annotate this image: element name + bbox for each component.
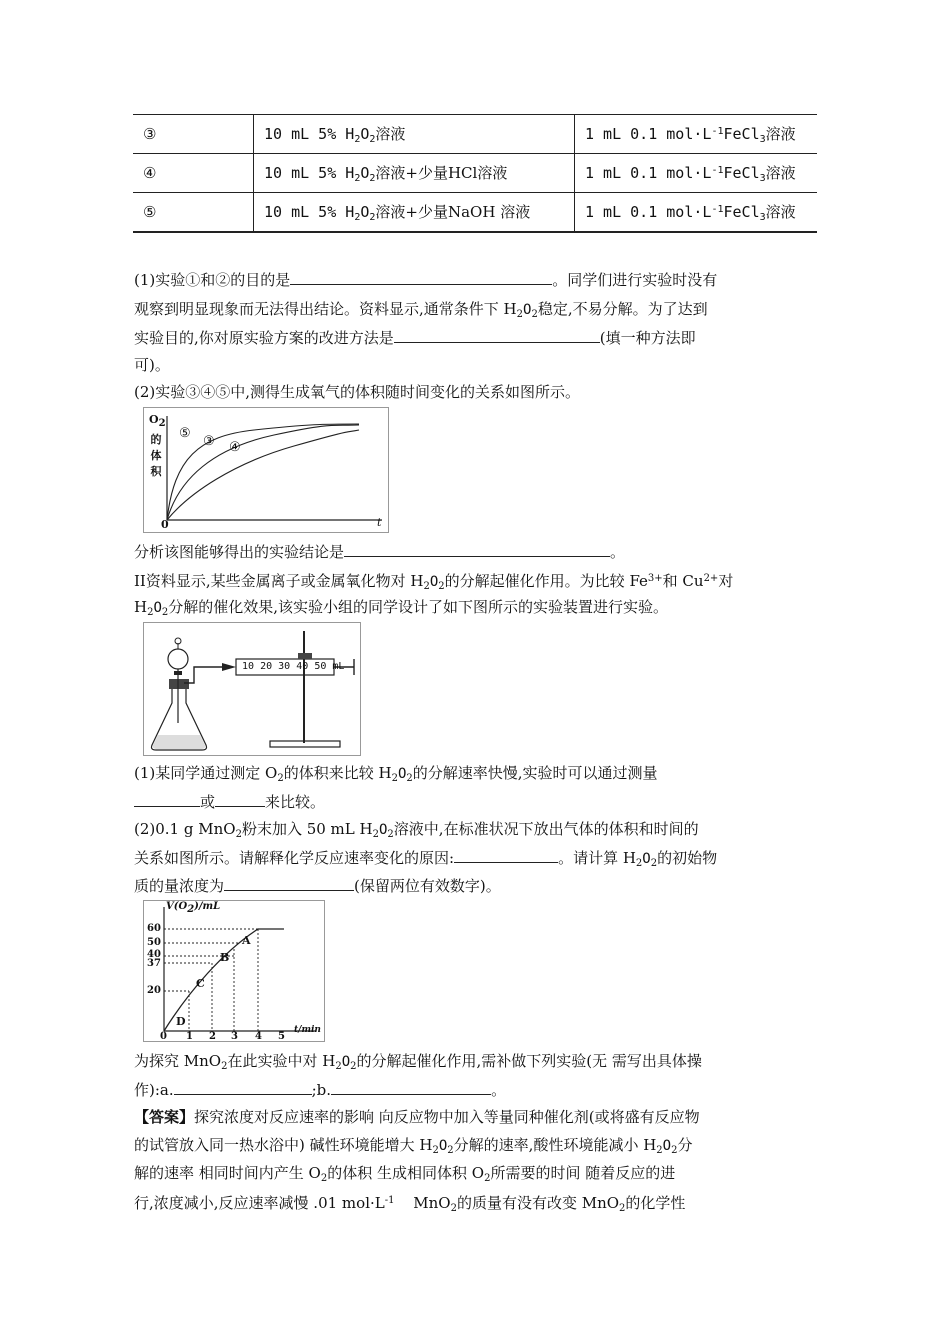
x-axis-label: t/min (294, 1025, 321, 1035)
y-tick: 20 (147, 985, 161, 996)
x-tick: 1 (186, 1031, 193, 1042)
y-axis-label: $V(O_2)/mL$ (166, 901, 221, 915)
funnel-bulb (168, 649, 188, 669)
table-row (133, 115, 817, 154)
reagent-cell: 10 mL 5% $H_2O_2$溶液+少量HCl溶液 (254, 154, 575, 193)
reagent-cell: 10 mL 5% $H_2O_2$溶液 (254, 115, 575, 154)
curve-label-3: ③ (203, 434, 215, 449)
x-tick: 0 (160, 1031, 167, 1042)
point-d: D (176, 1015, 186, 1028)
catalyst-cell: 1 mL 0.1 $mol\cdot L^{-1}FeCl_3$溶液 (575, 193, 818, 233)
p1-line2: 或 来比较。 (134, 790, 325, 813)
y-tick: 60 (147, 923, 161, 934)
table-row (133, 193, 817, 233)
experiment-table (133, 114, 817, 233)
experiment-number: ⑤ (133, 193, 254, 233)
part2-line2: $H_2O_2$分解的催化效果,该实验小组的同学设计了如下图所示的实验装置进行实验。 (134, 598, 669, 618)
experiment-number: ③ (133, 115, 254, 154)
catalyst-cell: 1 mL 0.1 $mol\cdot L^{-1}FeCl_3$溶液 (575, 115, 818, 154)
answer-blank[interactable] (134, 790, 200, 807)
curve-label-4: ④ (229, 440, 241, 455)
answer-blank[interactable] (454, 846, 558, 863)
syringe-scale: 10 20 30 40 50 mL (242, 661, 345, 672)
point-c: C (196, 977, 205, 990)
x-axis-label: t (377, 516, 382, 529)
point-a: A (242, 934, 251, 947)
x-tick: 2 (209, 1031, 216, 1042)
p2-line1: (2)0.1 g MnO$_2$粉末加入 50 mL $H_2O_2$溶液中,在标准状况下放出气体的体积和时间的 (134, 820, 699, 840)
p3-line1: 为探究 MnO$_2$在此实验中对 $H_2O_2$的分解起催化作用,需补做下列实验(无 需写出具体操 (134, 1052, 702, 1072)
q1-line3: 实验目的,你对原实验方案的改进方法是 (填一种方法即 (134, 326, 696, 349)
volume-time-figure (143, 900, 325, 1042)
volume-time-graph (144, 901, 324, 1041)
curve-3 (167, 425, 359, 520)
reagent-cell: 10 mL 5% $H_2O_2$溶液+少量NaOH 溶液 (254, 193, 575, 233)
p2-line3: 质的量浓度为 (保留两位有效数字)。 (134, 874, 501, 897)
y-tick: 40 (147, 949, 161, 960)
apparatus-drawing (144, 623, 360, 755)
y-tick: 37 (147, 958, 161, 969)
part2-line1: II资料显示,某些金属离子或金属氧化物对 $H_2O_2$的分解起催化作用。为比较 $Fe^{3+}$和 $Cu^{2+}$对 (134, 572, 734, 592)
answer-line4: 行,浓度减小,反应速率减慢 .01 $mol\cdot L^{-1}$ MnO$_2$的质量有没有改变 MnO$_2$的化学性 (134, 1194, 686, 1214)
catalyst-cell: 1 mL 0.1 $mol\cdot L^{-1}FeCl_3$溶液 (575, 154, 818, 193)
answer-blank[interactable] (174, 1078, 312, 1095)
table-row (133, 154, 817, 193)
answer-line3: 解的速率 相同时间内产生 $O_2$的体积 生成相同体积 $O_2$所需要的时间 随着反应的进 (134, 1164, 676, 1184)
y-tick: 50 (147, 937, 161, 948)
answer-blank[interactable] (290, 268, 552, 285)
answer-blank[interactable] (215, 790, 265, 807)
x-tick: 5 (278, 1031, 285, 1042)
origin-label: 0 (161, 518, 169, 531)
q1-line4: 可)。 (134, 356, 170, 374)
answer-blank[interactable] (344, 540, 610, 557)
point-b: B (220, 951, 230, 964)
answer-blank[interactable] (224, 874, 354, 891)
x-tick: 4 (255, 1031, 262, 1042)
delivery-tube (184, 667, 222, 683)
apparatus-figure (143, 622, 361, 756)
p3-line2: 作):a. ;b. 。 (134, 1078, 506, 1101)
p2-line2: 关系如图所示。请解释化学反应速率变化的原因: 。请计算 $H_2O_2$的初始物 (134, 846, 717, 875)
q1-line2: 观察到明显现象而无法得出结论。资料显示,通常条件下 $H_2O_2$稳定,不易分解。为了达到 (134, 300, 708, 320)
experiment-number: ④ (133, 154, 254, 193)
curve-4 (167, 430, 359, 520)
curve-label-5: ⑤ (179, 426, 191, 441)
q1-line1: (1)实验①和②的目的是 。同学们进行实验时没有 (134, 268, 717, 291)
answer-blank[interactable] (331, 1078, 491, 1095)
answer-line1: 【答案】探究浓度对反应速率的影响 向反应物中加入等量同种催化剂(或将盛有反应物 (134, 1108, 700, 1126)
q2-text: (2)实验③④⑤中,测得生成氧气的体积随时间变化的关系如图所示。 (134, 383, 581, 401)
y-axis-label: $O_2$ 的 体 积 (149, 413, 166, 478)
p1-line1: (1)某同学通过测定 $O_2$的体积来比较 $H_2O_2$的分解速率快慢,实验时可以通过测量 (134, 764, 658, 784)
q2-conclusion: 分析该图能够得出的实验结论是 。 (134, 540, 625, 563)
stopper (169, 679, 189, 689)
answer-line2: 的试管放入同一热水浴中) 碱性环境能增大 $H_2O_2$分解的速率,酸性环境能减小 $H_2O_2$分 (134, 1136, 693, 1156)
answer-blank[interactable] (394, 326, 600, 343)
x-tick: 3 (231, 1031, 238, 1042)
o2-volume-figure (143, 407, 389, 533)
answer-tag: 【答案】 (134, 1108, 195, 1126)
